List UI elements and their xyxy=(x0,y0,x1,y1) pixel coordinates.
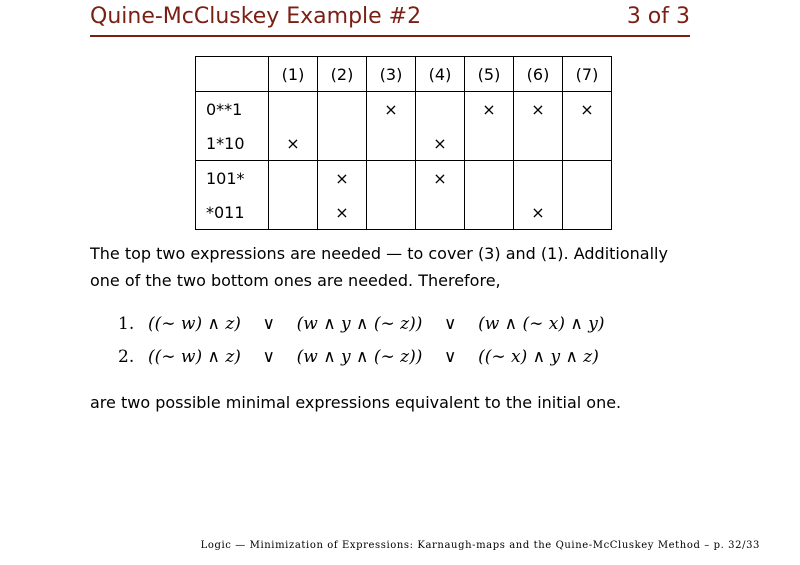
cover-mark xyxy=(416,195,465,230)
row-label: 1*10 xyxy=(196,126,269,161)
row-label: *011 xyxy=(196,195,269,230)
column-header: (7) xyxy=(563,57,612,92)
cover-mark xyxy=(367,195,416,230)
cover-mark xyxy=(563,126,612,161)
expression-number: 1. xyxy=(118,314,135,334)
prime-implicant-table xyxy=(195,56,612,230)
column-header: (4) xyxy=(416,57,465,92)
cover-mark xyxy=(318,92,367,127)
cover-mark: × xyxy=(416,126,465,161)
expression-number: 2. xyxy=(118,347,135,367)
slide-header xyxy=(90,4,690,34)
cover-mark: × xyxy=(514,92,563,127)
cover-mark: × xyxy=(367,92,416,127)
column-header: (2) xyxy=(318,57,367,92)
header-rule xyxy=(90,35,690,37)
cover-mark xyxy=(465,161,514,196)
row-label: 101* xyxy=(196,161,269,196)
table-corner-cell xyxy=(196,57,269,92)
explanation-paragraph xyxy=(90,240,730,294)
cover-mark xyxy=(318,126,367,161)
cover-mark xyxy=(465,195,514,230)
cover-mark xyxy=(367,126,416,161)
cover-mark xyxy=(269,161,318,196)
cover-mark: × xyxy=(563,92,612,127)
column-header: (1) xyxy=(269,57,318,92)
cover-mark: × xyxy=(269,126,318,161)
table-row xyxy=(196,195,612,230)
table-header-row xyxy=(196,57,612,92)
conclusion-paragraph: are two possible minimal expressions equivalent to the initial one. xyxy=(90,393,622,412)
cover-mark: × xyxy=(416,161,465,196)
table-row xyxy=(196,92,612,127)
cover-mark xyxy=(514,161,563,196)
cover-mark xyxy=(563,195,612,230)
column-header: (3) xyxy=(367,57,416,92)
slide-footer: Logic — Minimization of Expressions: Karnaugh-maps and the Quine-McCluskey Method – p. 32/33 xyxy=(200,540,760,551)
cover-mark xyxy=(269,92,318,127)
cover-mark xyxy=(514,126,563,161)
table-row xyxy=(196,161,612,196)
cover-mark xyxy=(465,126,514,161)
cover-mark: × xyxy=(318,161,367,196)
table-row xyxy=(196,126,612,161)
explanation-line: one of the two bottom ones are needed. Therefore, xyxy=(90,271,501,290)
explanation-line: The top two expressions are needed — to cover (3) and (1). Additionally xyxy=(90,244,668,263)
cover-mark: × xyxy=(514,195,563,230)
expression-formula: ((∼ w) ∧ z) ∨ (w ∧ y ∧ (∼ z)) ∨ ((∼ x) ∧ y ∧ z) xyxy=(148,347,599,367)
slide-page-count: 3 of 3 xyxy=(626,4,690,29)
cover-mark xyxy=(367,161,416,196)
row-label: 0**1 xyxy=(196,92,269,127)
cover-mark xyxy=(416,92,465,127)
expression-item xyxy=(118,347,599,367)
cover-mark: × xyxy=(465,92,514,127)
cover-mark xyxy=(269,195,318,230)
expression-formula: ((∼ w) ∧ z) ∨ (w ∧ y ∧ (∼ z)) ∨ (w ∧ (∼ x) ∧ y) xyxy=(148,314,605,334)
expression-item xyxy=(118,314,605,334)
column-header: (5) xyxy=(465,57,514,92)
slide-title: Quine-McCluskey Example #2 xyxy=(90,4,422,29)
cover-mark: × xyxy=(318,195,367,230)
cover-mark xyxy=(563,161,612,196)
column-header: (6) xyxy=(514,57,563,92)
